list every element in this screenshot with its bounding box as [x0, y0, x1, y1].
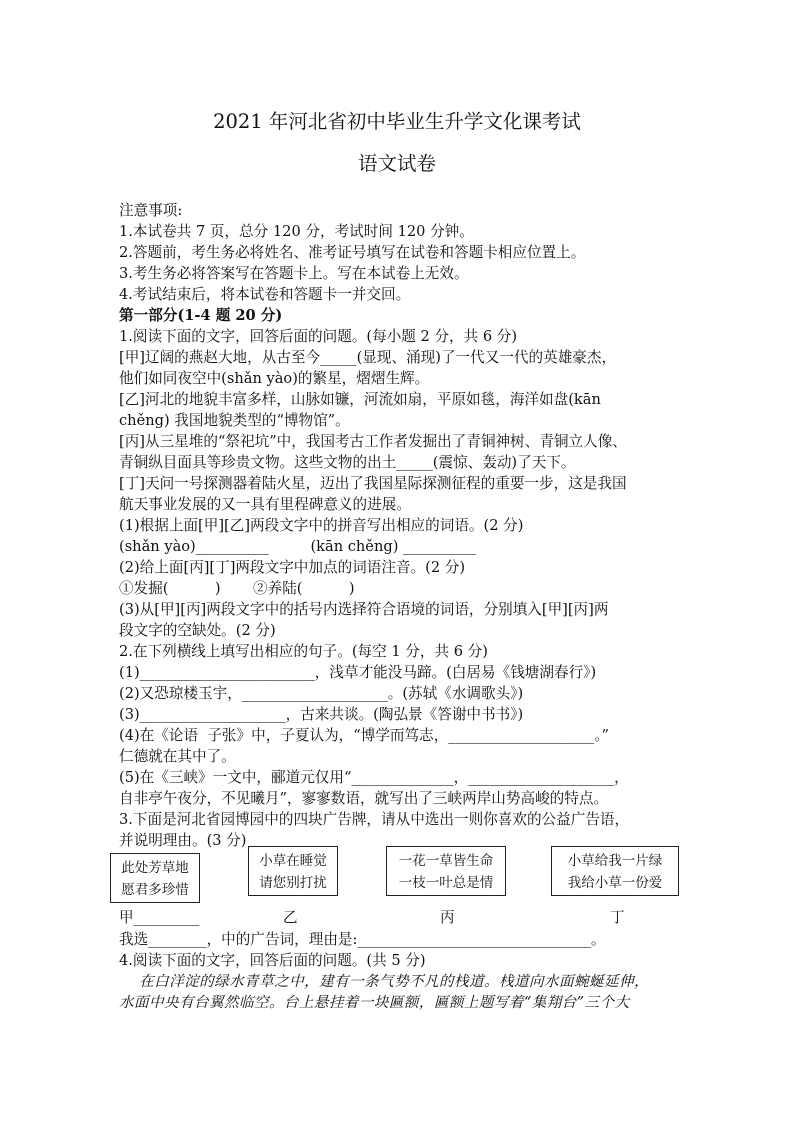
answer-blank-line: (1)________________________，浅草才能没马蹄。(白居易《钱塘湖春行》) — [119, 664, 597, 681]
sign-jia — [110, 853, 200, 903]
answer-blank-line: 我选________，中的广告词，理由是:________________________________。 — [119, 931, 606, 948]
sign-text: 请您别打扰 — [259, 875, 327, 891]
question-line: chěng) 我国地貌类型的“博物馆”。 — [119, 412, 350, 429]
sign-bing — [386, 846, 506, 896]
answer-blank-line: (2)又恐琼楼玉宇，____________________。(苏轼《水调歌头》) — [119, 685, 524, 702]
answer-blank-line: (3)____________________，古来共谈。(陶弘景《答谢中书书》) — [119, 706, 524, 723]
sign-label: 乙 — [283, 909, 298, 926]
passage-line: 在白洋淀的绿水青草之中，建有一条气势不凡的栈道。栈道向水面蜿蜒延伸， — [119, 973, 649, 990]
question-line: 3.下面是河北省园博园中的四块广告牌，请从中选出一则你喜欢的公益广告语， — [119, 811, 630, 828]
answer-blank-line: (shǎn yào)__________ (kān chěng) __________ — [119, 538, 476, 555]
passage-line: 水面中央有台翼然临空。台上悬挂着一块匾额，匾额上题写着“集翔台”三个大 — [119, 994, 630, 1011]
part1-heading: 第一部分(1-4 题 20 分) — [119, 307, 283, 324]
question-line: 并说明理由。(3 分) — [119, 832, 247, 849]
sign-text: 一花一草皆生命 — [398, 853, 494, 869]
notice-item: 4.考试结束后，将本试卷和答题卡一并交回。 — [119, 286, 411, 303]
sign-label: 丁 — [610, 909, 625, 926]
question-line: (1)根据上面[甲][乙]两段文字中的拼音写出相应的词语。(2 分) — [119, 517, 524, 534]
question-line: 1.阅读下面的文字，回答后面的问题。(每小题 2 分，共 6 分) — [119, 328, 518, 345]
question-line: (3)从[甲][丙]两段文字中的括号内选择符合语境的词语，分别填入[甲][丙]两 — [119, 601, 609, 618]
answer-blank-line: ①发掘( ) ②养陆( ) — [119, 580, 355, 597]
sign-ding — [551, 846, 679, 896]
sign-text: 我给小草一份爱 — [567, 875, 663, 891]
question-line: 自非亭午夜分，不见曦月”，寥寥数语，就写出了三峡两岸山势高峻的特点。 — [119, 790, 609, 807]
sign-text: 此处芳草地 — [121, 860, 189, 876]
sign-label: 丙 — [440, 909, 455, 926]
notice-item: 3.考生务必将答案写在答题卡上。写在本试卷上无效。 — [119, 265, 469, 282]
notice-heading: 注意事项: — [119, 202, 183, 219]
sign-label: 甲_________ — [119, 909, 200, 926]
answer-blank-line: (4)在《论语 子张》中，子夏认为，“博学而笃志，____________________。” — [119, 727, 609, 744]
notice-item: 1.本试卷共 7 页，总分 120 分，考试时间 120 分钟。 — [119, 223, 474, 240]
exam-subtitle: 语文试卷 — [357, 152, 436, 175]
sign-text: 一枝一叶总是情 — [398, 875, 494, 891]
sign-text: 小草给我一片绿 — [567, 853, 663, 869]
sign-text: 小草在睡觉 — [259, 853, 327, 869]
sign-yi — [248, 846, 338, 896]
question-line: [丙]从三星堆的“祭祀坑”中，我国考古工作者发掘出了青铜神树、青铜立人像、 — [119, 433, 627, 450]
question-line: 4.阅读下面的文字，回答后面的问题。(共 5 分) — [119, 952, 426, 969]
question-line: 他们如同夜空中(shǎn yào)的繁星，熠熠生辉。 — [119, 370, 430, 387]
question-line: 2.在下列横线上填写出相应的句子。(每空 1 分，共 6 分) — [119, 643, 488, 660]
exam-title: 2021 年河北省初中毕业生升学文化课考试 — [213, 110, 581, 133]
sign-text: 愿君多珍惜 — [121, 882, 189, 898]
question-line: (2)给上面[丙][丁]两段文字中加点的词语注音。(2 分) — [119, 559, 466, 576]
question-line: 仁德就在其中了。 — [119, 748, 236, 765]
question-line: 航天事业发展的又一具有里程碑意义的进展。 — [119, 496, 411, 513]
question-line: 青铜纵目面具等珍贵文物。这些文物的出土_____(震惊、轰动)了天下。 — [119, 454, 576, 471]
notice-item: 2.答题前，考生务必将姓名、准考证号填写在试卷和答题卡相应位置上。 — [119, 244, 586, 261]
question-line: [丁]天问一号探测器着陆火星，迈出了我国星际探测征程的重要一步，这是我国 — [119, 475, 627, 492]
question-line: [甲]辽阔的燕赵大地，从古至今_____(显现、涌现)了一代又一代的英雄豪杰， — [119, 349, 617, 366]
question-line: [乙]河北的地貌丰富多样，山脉如镰，河流如扇，平原如毯，海洋如盘(kān — [119, 391, 601, 408]
answer-blank-line: (5)在《三峡》一文中，郦道元仅用“______________，____________________， — [119, 769, 629, 786]
question-line: 段文字的空缺处。(2 分) — [119, 622, 276, 639]
